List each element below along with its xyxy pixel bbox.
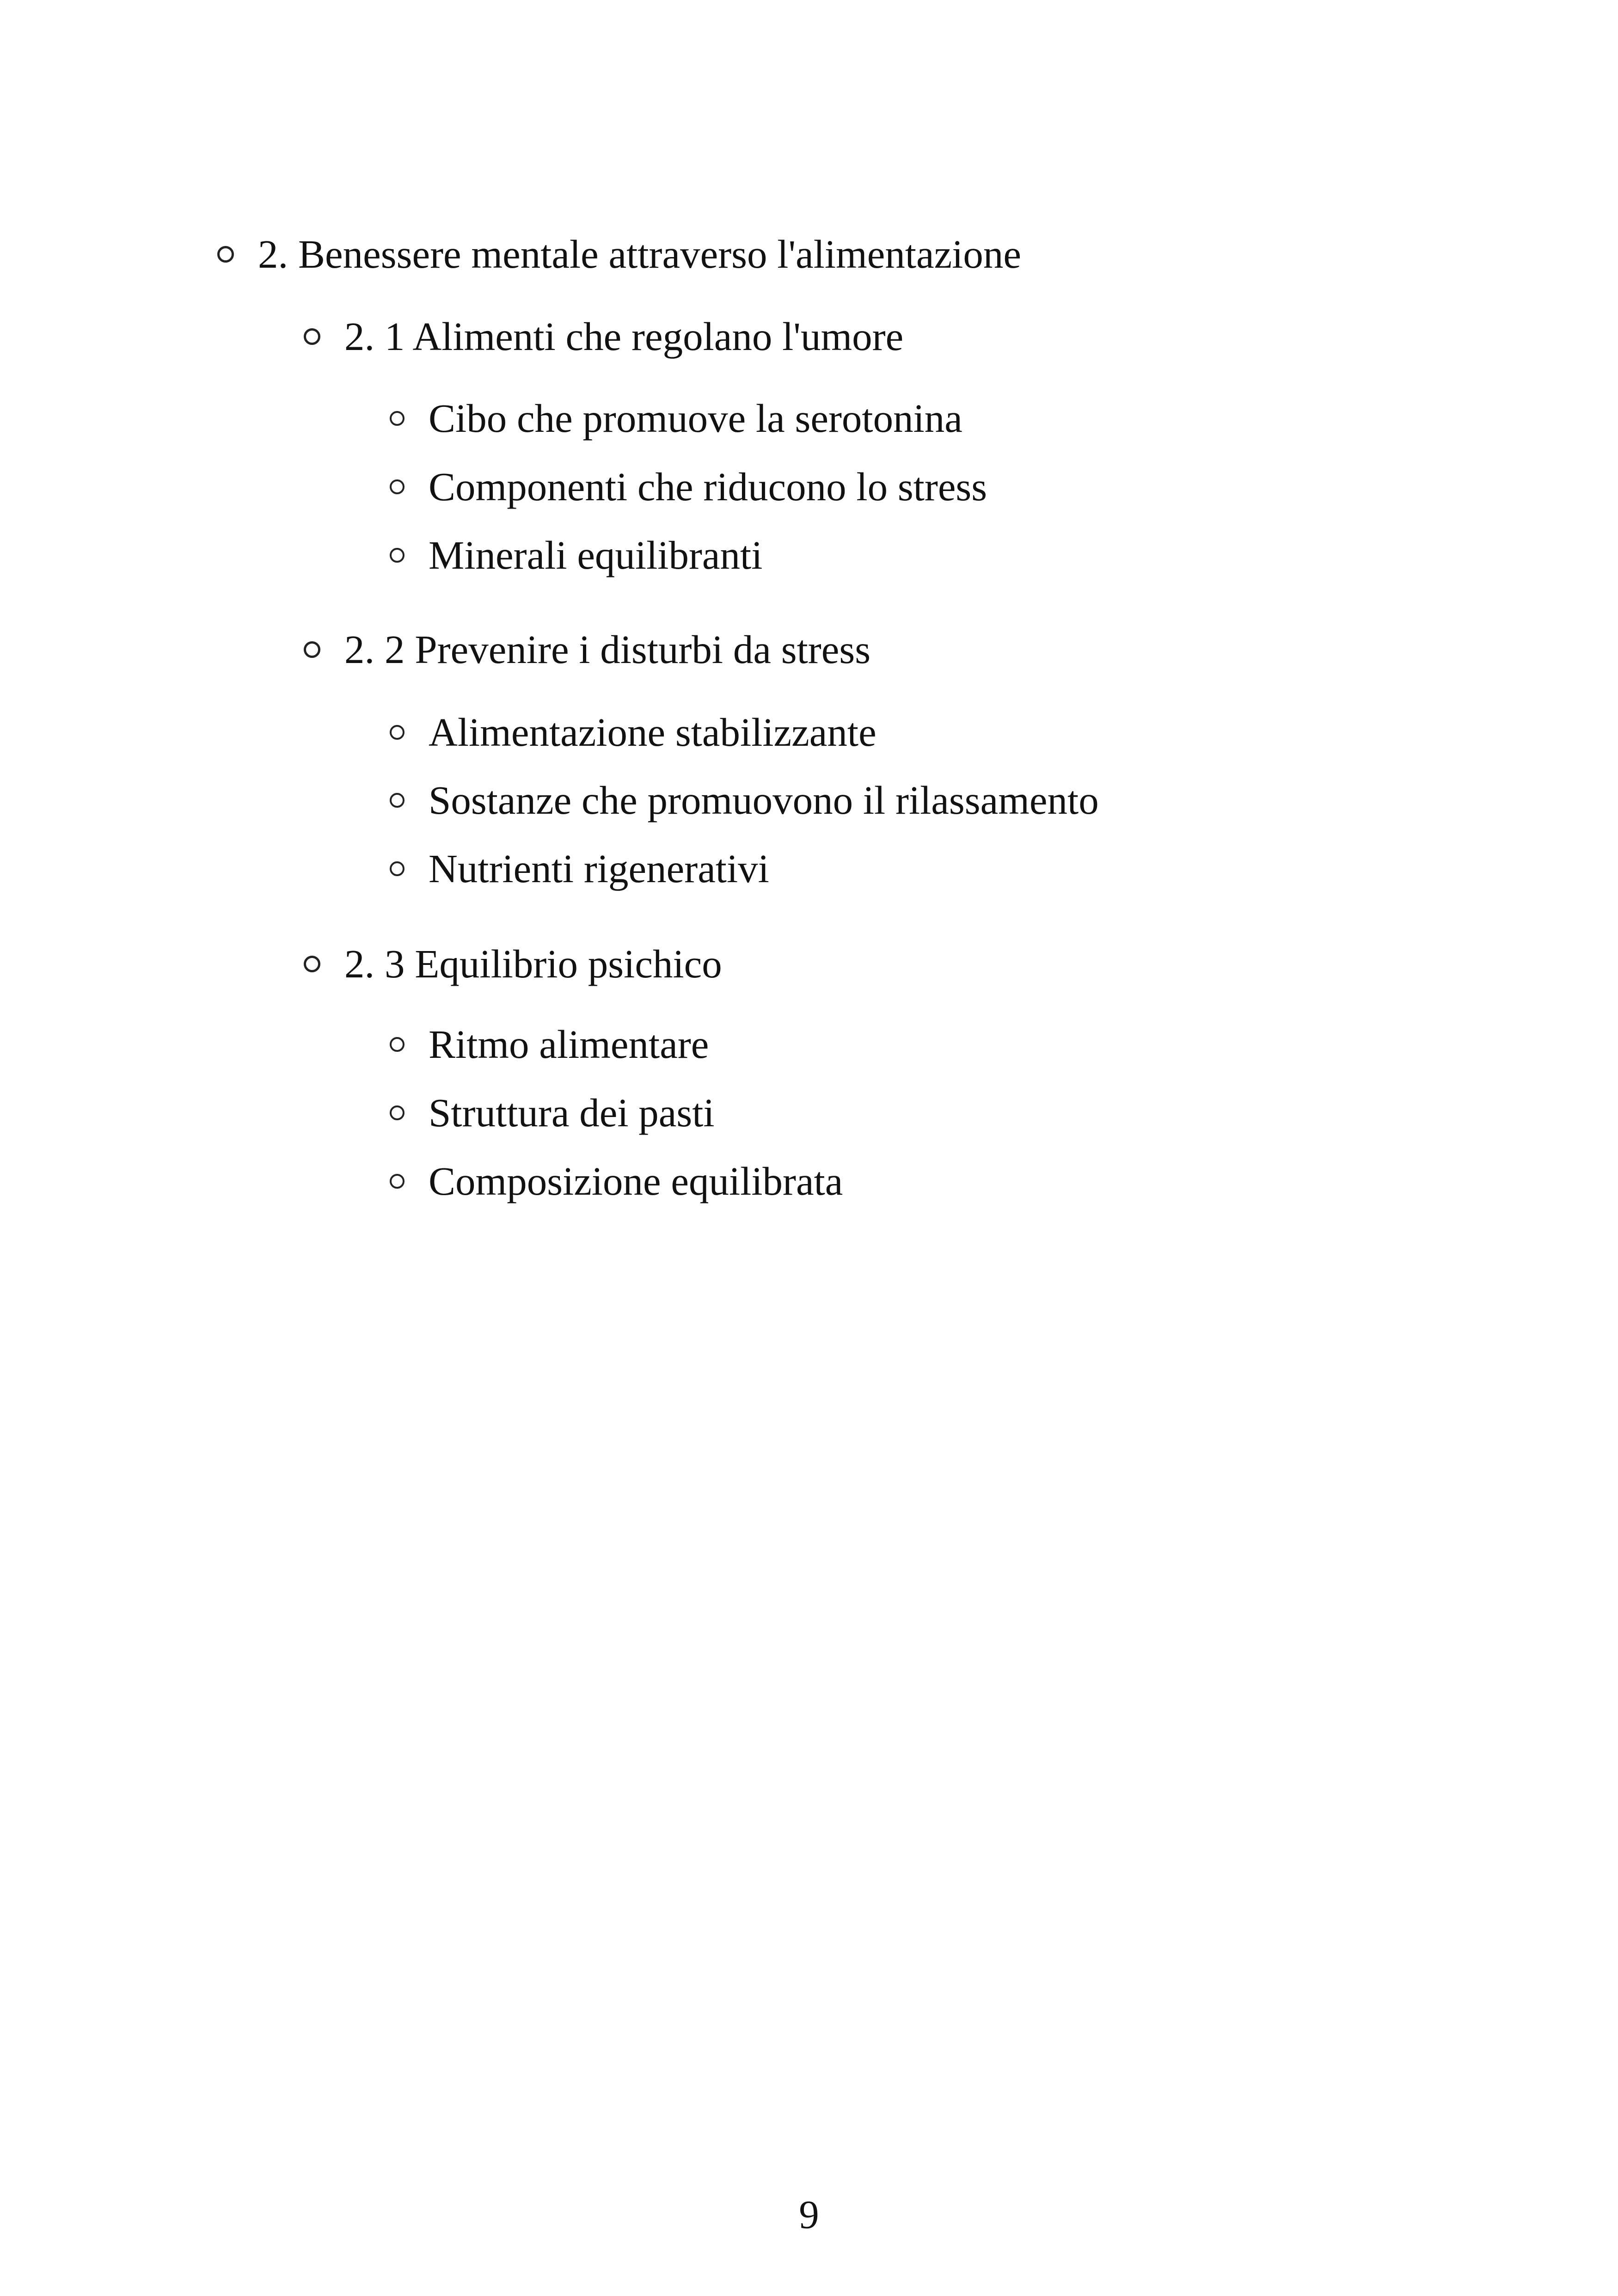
list-item	[390, 709, 876, 755]
list-item	[390, 777, 1099, 823]
section-title-text: 2. 1 Alimenti che regolano l'umore	[344, 314, 904, 359]
circle-bullet-icon	[304, 328, 320, 345]
circle-bullet-icon	[217, 246, 234, 263]
circle-bullet-icon	[390, 411, 404, 426]
list-item-text: Alimentazione stabilizzante	[429, 710, 876, 755]
section-title	[304, 626, 870, 673]
circle-bullet-icon	[390, 1105, 404, 1120]
list-item-text: Nutrienti rigenerativi	[429, 846, 769, 891]
circle-bullet-icon	[390, 793, 404, 808]
circle-bullet-icon	[390, 1174, 404, 1189]
section-title	[304, 941, 722, 987]
list-item	[390, 1090, 715, 1136]
circle-bullet-icon	[304, 641, 320, 658]
section-title-text: 2. 3 Equilibrio psichico	[344, 941, 722, 986]
list-item-text: Minerali equilibranti	[429, 533, 763, 577]
circle-bullet-icon	[390, 861, 404, 876]
circle-bullet-icon	[390, 548, 404, 563]
page-number: 9	[799, 2192, 819, 2237]
section-title	[304, 313, 903, 360]
list-item-text: Componenti che riducono lo stress	[429, 464, 987, 509]
list-item	[390, 532, 762, 578]
section-title-text: 2. 2 Prevenire i disturbi da stress	[344, 627, 871, 672]
list-item	[390, 464, 987, 510]
list-item	[390, 1021, 709, 1068]
list-item-text: Cibo che promuove la serotonina	[429, 396, 962, 441]
circle-bullet-icon	[304, 956, 320, 972]
circle-bullet-icon	[390, 479, 404, 494]
list-item-text: Struttura dei pasti	[429, 1090, 715, 1135]
list-item	[390, 395, 962, 442]
outline-heading-text: 2. Benessere mentale attraverso l'alimentazione	[258, 232, 1022, 276]
list-item	[390, 846, 769, 892]
list-item-text: Composizione equilibrata	[429, 1159, 843, 1203]
list-item-text: Sostanze che promuovono il rilassamento	[429, 778, 1099, 823]
circle-bullet-icon	[390, 1037, 404, 1052]
list-item-text: Ritmo alimentare	[429, 1022, 709, 1067]
circle-bullet-icon	[390, 725, 404, 740]
outline-heading	[217, 231, 1021, 277]
list-item	[390, 1158, 843, 1204]
